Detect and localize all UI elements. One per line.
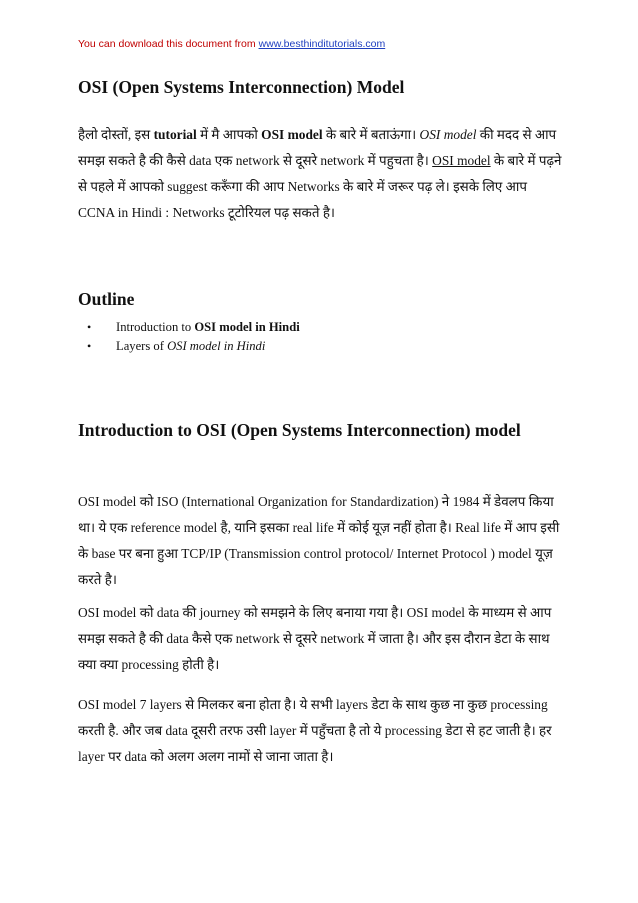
osi-model-link[interactable]: OSI model [432,153,491,168]
outline-heading: Outline [78,289,135,309]
download-note [78,38,385,50]
page-title: OSI (Open Systems Interconnection) Model [78,77,405,97]
outline-list [78,318,300,356]
download-note-text: You can download this document from [78,38,259,50]
section-paragraph-2: OSI model को data की journey को समझने के लिए बनाया गया है। OSI model के माध्यम से आप समझ सकते है की data कैसे एक network से दूसरे network में जाता है। और इस दौरान डेटा के साथ क्या क्या processing होती है। [78,605,552,672]
section-heading: Introduction to OSI (Open Systems Interconnection) model [78,420,521,440]
intro-paragraph: हैलो दोस्तों, इस tutorial में मै आपको OSI model के बारे में बताऊंगा। OSI model की मदद से आप समझ सकते है की कैसे data एक network से दूसरे network में पहुचता है। OSI model के बारे में पढ़ने से पहले में आपको suggest करूँगा की आप Networks के बारे में जरूर पढ़ ले। इसके लिए आप CCNA in Hindi : Networks टूटोरियल पढ़ सकते है। [78,127,562,220]
list-item: • Layers of OSI model in Hindi [78,337,300,356]
section-paragraph-1: OSI model को ISO (International Organization for Standardization) ने 1984 में डेवलप किया था। ये एक reference model है, यानि इसका real life में कोई यूज़ नहीं होता है। Real life में आप इसी के base पर बना हुआ TCP/IP (Transmission control protocol/ Internet Protocol ) model यूज़ करते है। [78,494,560,587]
section-paragraph-3: OSI model 7 layers से मिलकर बना होता है। ये सभी layers डेटा के साथ कुछ ना कुछ processing करती है. और जब data दूसरी तरफ उसी layer में पहुँचता है तो ये processing डेटा से हट जाती है। हर layer पर data को अलग अलग नामों से जाना जाता है। [78,697,552,764]
list-item: • Introduction to OSI model in Hindi [78,318,300,337]
website-link[interactable]: www.besthinditutorials.com [258,38,386,50]
